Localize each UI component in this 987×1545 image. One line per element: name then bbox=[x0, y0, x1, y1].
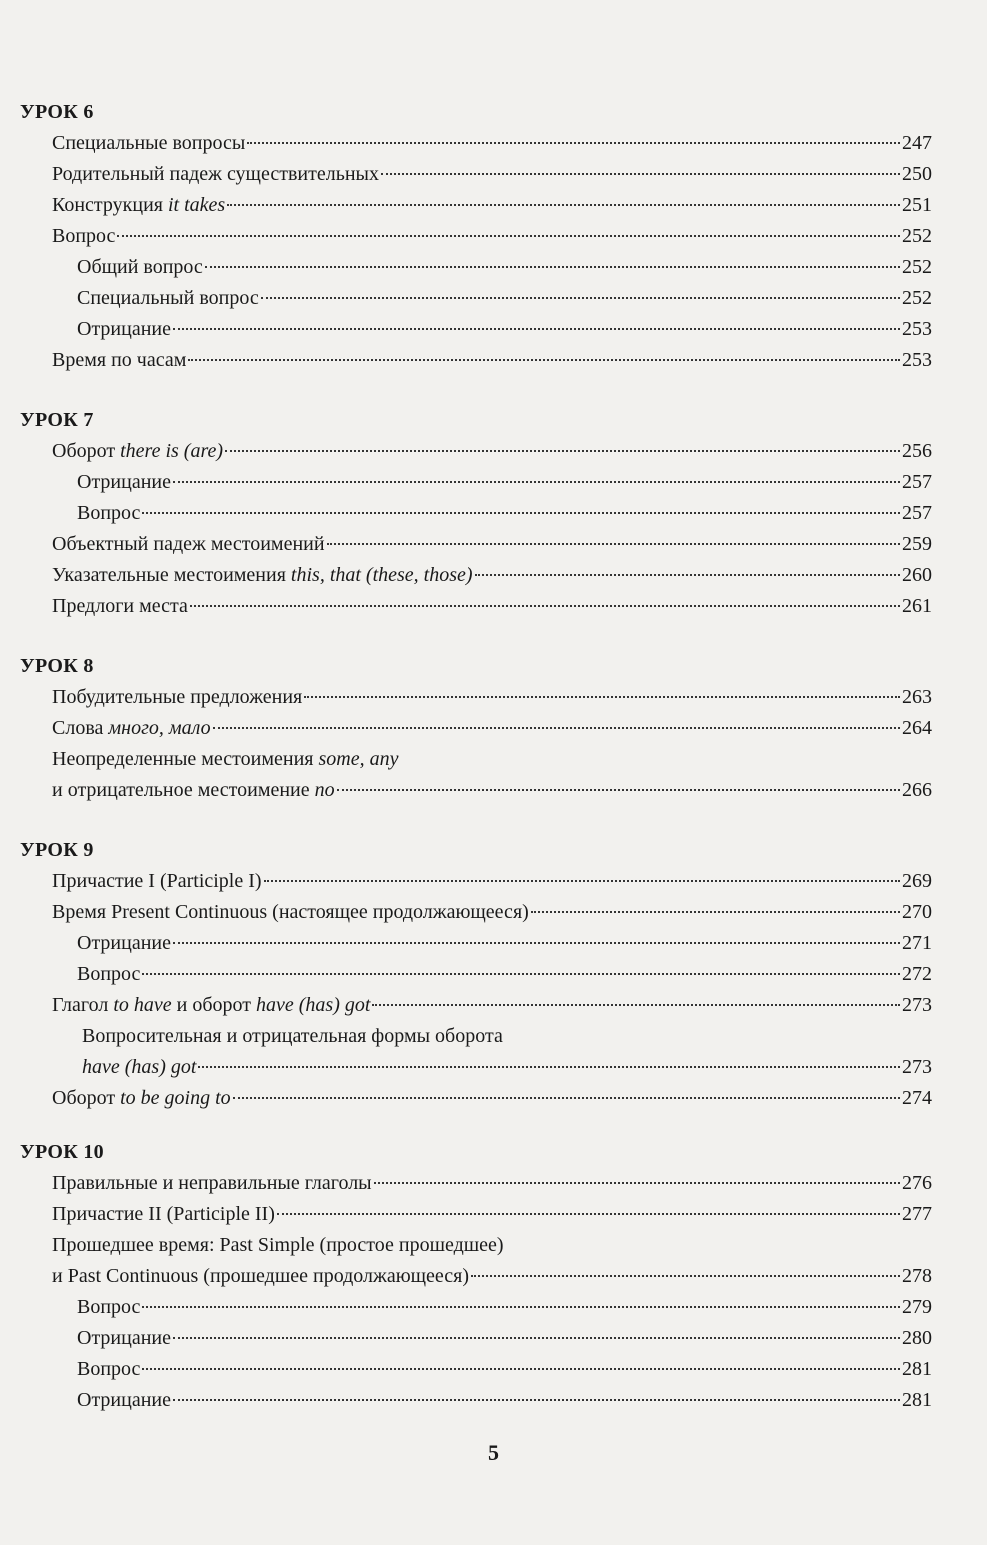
toc-entry-page-number: 253 bbox=[902, 349, 932, 371]
dot-leader bbox=[475, 574, 900, 576]
toc-entry-text: Конструкция bbox=[52, 194, 168, 216]
toc-entry-title bbox=[77, 467, 171, 498]
toc-entry[interactable] bbox=[20, 591, 932, 622]
toc-entry[interactable] bbox=[20, 1385, 932, 1416]
toc-entry-text: Специальные вопросы bbox=[52, 132, 246, 154]
toc-entry[interactable] bbox=[20, 744, 932, 775]
toc-entry[interactable] bbox=[20, 314, 932, 345]
toc-entry-italic-term: this, that (these, those) bbox=[290, 564, 473, 586]
toc-entry-italic-term: no bbox=[314, 779, 335, 801]
dot-leader bbox=[205, 266, 900, 268]
dot-leader bbox=[142, 973, 900, 975]
dot-leader bbox=[188, 359, 900, 361]
toc-entry[interactable] bbox=[20, 775, 932, 806]
lesson-heading: УРОК 9 bbox=[20, 839, 94, 861]
toc-entry-page-number: 257 bbox=[902, 471, 932, 493]
dot-leader bbox=[213, 727, 900, 729]
toc-entry-text: Объектный падеж местоимений bbox=[52, 533, 325, 555]
toc-entry[interactable] bbox=[20, 959, 932, 990]
toc-entry[interactable] bbox=[20, 529, 932, 560]
toc-entry-text: Правильные и неправильные глаголы bbox=[52, 1172, 372, 1194]
toc-section-lesson-8 bbox=[20, 650, 932, 806]
toc-entry-page-number: 252 bbox=[902, 225, 932, 247]
toc-entry-text: и оборот bbox=[171, 994, 257, 1016]
toc-entry-text: Вопрос bbox=[77, 1358, 141, 1380]
toc-entry-title bbox=[52, 897, 529, 928]
toc-entry[interactable] bbox=[20, 1052, 932, 1083]
toc-entry-text: Время по часам bbox=[52, 349, 187, 371]
toc-entry-page-number: 250 bbox=[902, 163, 932, 185]
dot-leader bbox=[173, 481, 900, 483]
toc-entry[interactable] bbox=[20, 897, 932, 928]
dot-leader bbox=[142, 1368, 900, 1370]
toc-entry-title bbox=[77, 314, 171, 345]
toc-entry-page-number: 274 bbox=[902, 1087, 932, 1109]
toc-entry-title bbox=[52, 345, 186, 376]
toc-entry[interactable] bbox=[20, 345, 932, 376]
toc-entry-text: Причастие I (Participle I) bbox=[52, 870, 262, 892]
toc-entry-page-number: 269 bbox=[902, 870, 932, 892]
toc-entry-italic-term: to be going to bbox=[120, 1087, 231, 1109]
toc-entry-title bbox=[52, 990, 370, 1021]
toc-entry-text: и отрицательное местоимение bbox=[52, 779, 315, 801]
toc-entry-title bbox=[82, 1052, 196, 1083]
toc-entry-page-number: 247 bbox=[902, 132, 932, 154]
lesson-heading: УРОК 6 bbox=[20, 101, 94, 123]
toc-entry[interactable] bbox=[20, 1168, 932, 1199]
toc-entry-page-number: 273 bbox=[902, 994, 932, 1016]
dot-leader bbox=[264, 880, 900, 882]
toc-entry-page-number: 260 bbox=[902, 564, 932, 586]
toc-entry-italic-term: it takes bbox=[167, 194, 226, 216]
toc-entry-text: Побудительные предложения bbox=[52, 686, 303, 708]
toc-entry-page-number: 259 bbox=[902, 533, 932, 555]
toc-entry-text: Вопрос bbox=[77, 502, 141, 524]
toc-entry-title bbox=[52, 1199, 275, 1230]
toc-entry[interactable] bbox=[20, 866, 932, 897]
toc-entry-page-number: 277 bbox=[902, 1203, 932, 1225]
toc-entry-title bbox=[52, 1261, 469, 1292]
dot-leader bbox=[233, 1097, 900, 1099]
toc-entry[interactable] bbox=[20, 159, 932, 190]
toc-entry-text: Общий вопрос bbox=[77, 256, 203, 278]
toc-entry-title bbox=[52, 221, 115, 252]
toc-entry-title bbox=[52, 1230, 504, 1261]
dot-leader bbox=[374, 1182, 900, 1184]
toc-entry-page-number: 278 bbox=[902, 1265, 932, 1287]
toc-entry-title bbox=[77, 1323, 171, 1354]
toc-entry[interactable] bbox=[20, 928, 932, 959]
toc-entry[interactable] bbox=[20, 1323, 932, 1354]
toc-entry-title bbox=[52, 1083, 231, 1114]
toc-entry-text: Вопрос bbox=[52, 225, 116, 247]
toc-entry-page-number: 280 bbox=[902, 1327, 932, 1349]
toc-section-lesson-6 bbox=[20, 96, 932, 376]
toc-entry[interactable] bbox=[20, 1230, 932, 1261]
toc-entry-text: Прошедшее время: Past Simple (простое прошедшее) bbox=[52, 1234, 504, 1256]
toc-entry-page-number: 252 bbox=[902, 287, 932, 309]
toc-entry-title bbox=[52, 560, 473, 591]
toc-entry[interactable] bbox=[20, 283, 932, 314]
toc-section-lesson-10 bbox=[20, 1136, 932, 1416]
dot-leader bbox=[327, 543, 900, 545]
toc-entry-title bbox=[52, 744, 398, 775]
toc-entry-title bbox=[77, 1385, 171, 1416]
toc-entry-title bbox=[52, 128, 245, 159]
toc-entry-page-number: 252 bbox=[902, 256, 932, 278]
toc-entry-page-number: 281 bbox=[902, 1389, 932, 1411]
toc-entry-title bbox=[77, 498, 140, 529]
toc-entry[interactable] bbox=[20, 498, 932, 529]
dot-leader bbox=[277, 1213, 900, 1215]
toc-entry-title bbox=[52, 866, 262, 897]
toc-entry-text: Слова bbox=[52, 717, 109, 739]
toc-entry[interactable] bbox=[20, 467, 932, 498]
toc-entry-italic-term: some, any bbox=[318, 748, 399, 770]
toc-entry-title bbox=[52, 775, 335, 806]
dot-leader bbox=[261, 297, 900, 299]
dot-leader bbox=[304, 696, 900, 698]
toc-entry-title bbox=[52, 529, 325, 560]
toc-entry-italic-term: to have bbox=[113, 994, 172, 1016]
toc-entry[interactable] bbox=[20, 190, 932, 221]
toc-entry[interactable] bbox=[20, 1083, 932, 1114]
dot-leader bbox=[247, 142, 900, 144]
toc-entry[interactable] bbox=[20, 436, 932, 467]
dot-leader bbox=[190, 605, 900, 607]
toc-entry[interactable] bbox=[20, 128, 932, 159]
toc-entry[interactable] bbox=[20, 560, 932, 591]
toc-entry-title bbox=[52, 713, 211, 744]
toc-entry-italic-term: have (has) got bbox=[82, 1056, 197, 1078]
toc-entry-page-number: 256 bbox=[902, 440, 932, 462]
toc-entry-title bbox=[77, 252, 203, 283]
dot-leader bbox=[142, 512, 900, 514]
toc-entry-page-number: 264 bbox=[902, 717, 932, 739]
toc-entry-page-number: 279 bbox=[902, 1296, 932, 1318]
lesson-heading: УРОК 10 bbox=[20, 1141, 104, 1163]
toc-entry-italic-term: there is (are) bbox=[120, 440, 224, 462]
toc-entry-page-number: 263 bbox=[902, 686, 932, 708]
toc-entry-page-number: 266 bbox=[902, 779, 932, 801]
toc-entry-page-number: 261 bbox=[902, 595, 932, 617]
toc-entry-page-number: 253 bbox=[902, 318, 932, 340]
lesson-heading: УРОК 7 bbox=[20, 409, 94, 431]
dot-leader bbox=[372, 1004, 900, 1006]
toc-entry-title bbox=[77, 283, 259, 314]
toc-entry-page-number: 272 bbox=[902, 963, 932, 985]
dot-leader bbox=[173, 942, 900, 944]
toc-entry-title bbox=[77, 928, 171, 959]
toc-entry-title bbox=[52, 1168, 372, 1199]
dot-leader bbox=[471, 1275, 900, 1277]
lesson-heading: УРОК 8 bbox=[20, 655, 94, 677]
toc-entry-text: Время Present Continuous (настоящее продолжающееся) bbox=[52, 901, 529, 923]
toc-section-lesson-9 bbox=[20, 834, 932, 1114]
toc-entry-text: Специальный вопрос bbox=[77, 287, 259, 309]
dot-leader bbox=[381, 173, 900, 175]
toc-entry-title bbox=[52, 682, 302, 713]
toc-entry-text: Отрицание bbox=[77, 932, 171, 954]
toc-entry[interactable] bbox=[20, 682, 932, 713]
dot-leader bbox=[173, 1337, 900, 1339]
toc-entry-text: и Past Continuous (прошедшее продолжающееся) bbox=[52, 1265, 470, 1287]
toc-entry-text: Вопрос bbox=[77, 963, 141, 985]
dot-leader bbox=[337, 789, 900, 791]
toc-entry-title bbox=[82, 1021, 503, 1052]
toc-entry[interactable] bbox=[20, 1261, 932, 1292]
toc-entry-text: Причастие II (Participle II) bbox=[52, 1203, 275, 1225]
toc-entry-text: Указательные местоимения bbox=[52, 564, 291, 586]
toc-entry[interactable] bbox=[20, 252, 932, 283]
toc-entry-text: Отрицание bbox=[77, 1327, 171, 1349]
dot-leader bbox=[173, 328, 900, 330]
toc-entry[interactable] bbox=[20, 713, 932, 744]
toc-entry-text: Вопрос bbox=[77, 1296, 141, 1318]
dot-leader bbox=[227, 204, 900, 206]
toc-entry-page-number: 273 bbox=[902, 1056, 932, 1078]
dot-leader bbox=[173, 1399, 900, 1401]
toc-entry-title bbox=[52, 159, 379, 190]
toc-section-lesson-7 bbox=[20, 404, 932, 622]
toc-entry-text: Неопределенные местоимения bbox=[52, 748, 319, 770]
toc-entry-italic-term: много, мало bbox=[108, 717, 211, 739]
dot-leader bbox=[225, 450, 900, 452]
toc-entry-title bbox=[77, 1292, 140, 1323]
toc-entry[interactable] bbox=[20, 990, 932, 1021]
toc-entry[interactable] bbox=[20, 1199, 932, 1230]
toc-entry-title bbox=[77, 959, 140, 990]
toc-entry-page-number: 257 bbox=[902, 502, 932, 524]
toc-entry-text: Оборот bbox=[52, 440, 121, 462]
toc-entry-italic-term: have (has) got bbox=[256, 994, 371, 1016]
toc-entry-text: Отрицание bbox=[77, 318, 171, 340]
dot-leader bbox=[198, 1066, 900, 1068]
toc-entry-title bbox=[77, 1354, 140, 1385]
toc-entry-text: Отрицание bbox=[77, 471, 171, 493]
toc-entry[interactable] bbox=[20, 1292, 932, 1323]
toc-entry-title bbox=[52, 190, 225, 221]
toc-entry[interactable] bbox=[20, 221, 932, 252]
toc-entry-page-number: 276 bbox=[902, 1172, 932, 1194]
toc-entry-title bbox=[52, 436, 223, 467]
toc-entry-page-number: 281 bbox=[902, 1358, 932, 1380]
page-number: 5 bbox=[488, 1440, 499, 1465]
toc-entry[interactable] bbox=[20, 1354, 932, 1385]
toc-entry-page-number: 251 bbox=[902, 194, 932, 216]
toc-entry-text: Оборот bbox=[52, 1087, 121, 1109]
toc-entry-page-number: 271 bbox=[902, 932, 932, 954]
toc-entry-text: Предлоги места bbox=[52, 595, 188, 617]
toc-entry[interactable] bbox=[20, 1021, 932, 1052]
toc-entry-text: Отрицание bbox=[77, 1389, 171, 1411]
toc-entry-title bbox=[52, 591, 188, 622]
toc-entry-text: Глагол bbox=[52, 994, 114, 1016]
dot-leader bbox=[531, 911, 900, 913]
toc-entry-text: Родительный падеж существительных bbox=[52, 163, 379, 185]
toc-entry-text: Вопросительная и отрицательная формы оборота bbox=[82, 1025, 503, 1047]
dot-leader bbox=[117, 235, 900, 237]
dot-leader bbox=[142, 1306, 900, 1308]
toc-entry-page-number: 270 bbox=[902, 901, 932, 923]
